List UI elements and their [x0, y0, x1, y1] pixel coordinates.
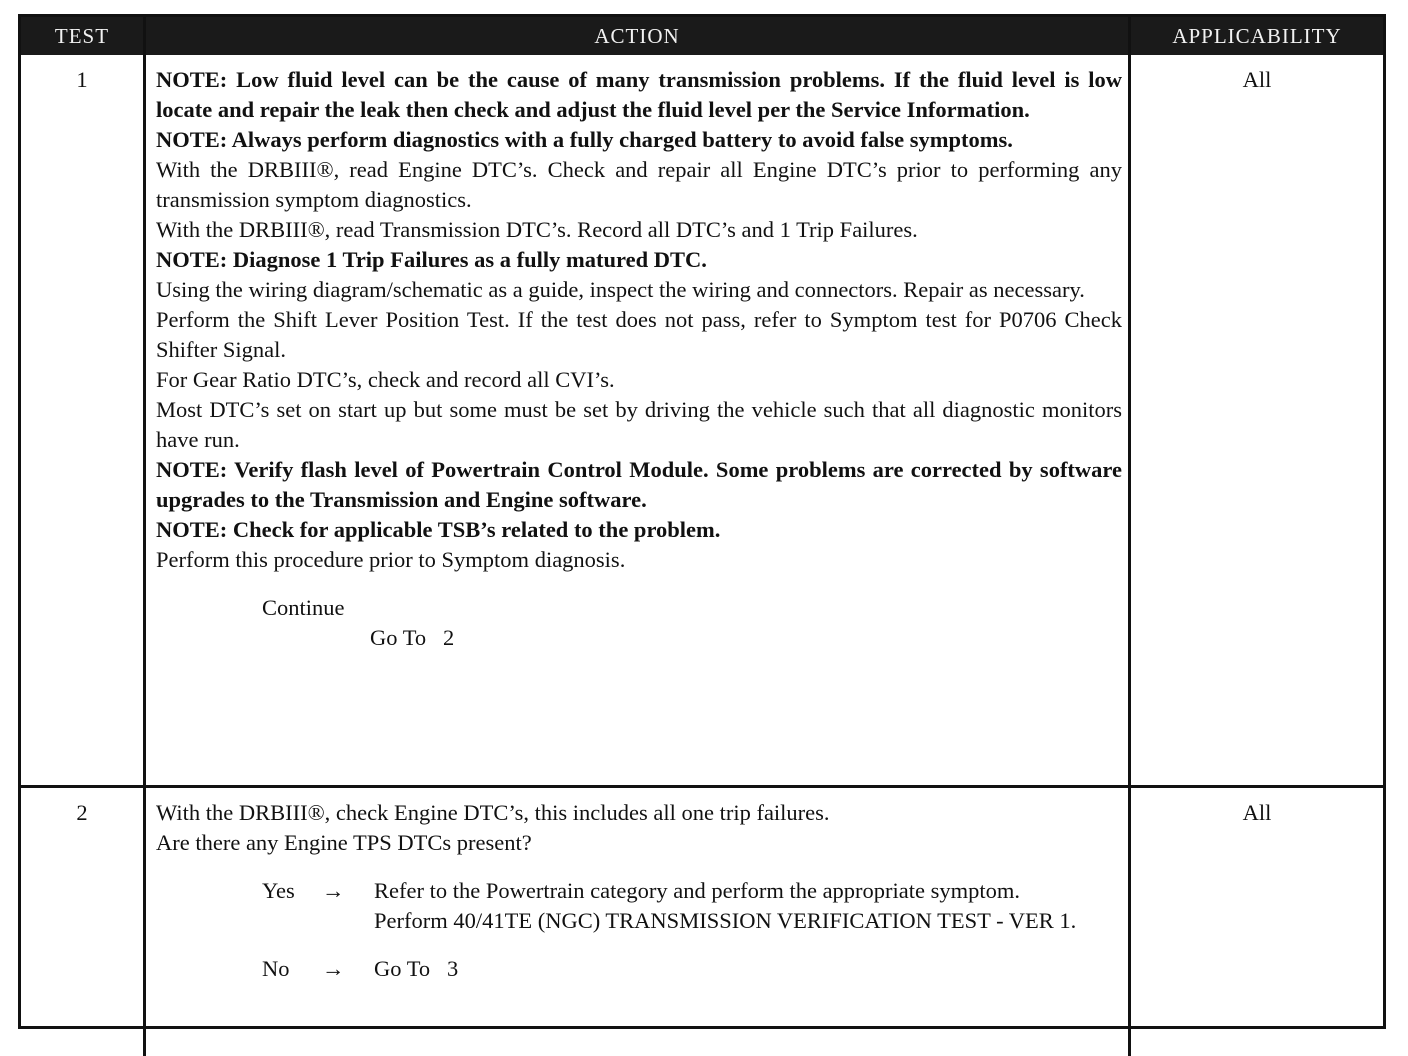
yes-text-line: Perform 40/41TE (NGC) TRANSMISSION VERIFICATION TEST - VER 1.	[374, 906, 1122, 936]
test-number: 1	[21, 55, 145, 787]
action-text: With the DRBIII®, read Engine DTC’s. Check and repair all Engine DTC’s prior to performing any transmission symptom diagnostics.	[156, 155, 1122, 215]
action-text: Using the wiring diagram/schematic as a guide, inspect the wiring and connectors. Repair as necessary.	[156, 275, 1122, 305]
header-action: ACTION	[145, 17, 1130, 55]
action-text: With the DRBIII®, check Engine DTC’s, this includes all one trip failures.	[156, 798, 1122, 828]
action-cell	[145, 787, 1130, 1056]
note-text: NOTE: Low fluid level can be the cause of many transmission problems. If the fluid level is low locate and repair the leak then check and adjust the fluid level per the Service Information.	[156, 65, 1122, 125]
test-number: 2	[21, 787, 145, 1056]
action-text: Are there any Engine TPS DTCs present?	[156, 828, 1122, 858]
no-branch	[262, 954, 1122, 984]
continue-label: Continue	[262, 593, 1122, 623]
action-text: With the DRBIII®, read Transmission DTC’s. Record all DTC’s and 1 Trip Failures.	[156, 215, 1122, 245]
goto-link[interactable]: Go To 3	[374, 954, 1122, 984]
header-applicability: APPLICABILITY	[1130, 17, 1384, 55]
no-label: No	[262, 954, 322, 984]
applicability-value: All	[1130, 787, 1384, 1056]
yes-text	[374, 876, 1122, 936]
note-text: NOTE: Always perform diagnostics with a fully charged battery to avoid false symptoms.	[156, 125, 1122, 155]
applicability-value: All	[1130, 55, 1384, 787]
table-row	[21, 55, 1383, 787]
action-text: Perform the Shift Lever Position Test. If the test does not pass, refer to Symptom test for P0706 Check Shifter Signal.	[156, 305, 1122, 365]
table-row	[21, 787, 1383, 1056]
action-text: For Gear Ratio DTC’s, check and record all CVI’s.	[156, 365, 1122, 395]
test-table	[21, 17, 1383, 1056]
goto-link[interactable]: Go To 2	[370, 623, 1122, 653]
diagnostic-table	[18, 14, 1386, 1029]
note-text: NOTE: Diagnose 1 Trip Failures as a fully matured DTC.	[156, 245, 1122, 275]
header-test: TEST	[21, 17, 145, 55]
yes-branch	[262, 876, 1122, 936]
arrow-icon: →	[322, 954, 374, 984]
action-text: Most DTC’s set on start up but some must be set by driving the vehicle such that all diagnostic monitors have run.	[156, 395, 1122, 455]
yes-label: Yes	[262, 876, 322, 936]
note-text: NOTE: Verify flash level of Powertrain Control Module. Some problems are corrected by software upgrades to the Transmission and Engine software.	[156, 455, 1122, 515]
action-text: Perform this procedure prior to Symptom diagnosis.	[156, 545, 1122, 575]
yes-text-line: Refer to the Powertrain category and perform the appropriate symptom.	[374, 876, 1122, 906]
action-cell	[145, 55, 1130, 787]
note-text: NOTE: Check for applicable TSB’s related to the problem.	[156, 515, 1122, 545]
header-row	[21, 17, 1383, 55]
arrow-icon: →	[322, 876, 374, 936]
